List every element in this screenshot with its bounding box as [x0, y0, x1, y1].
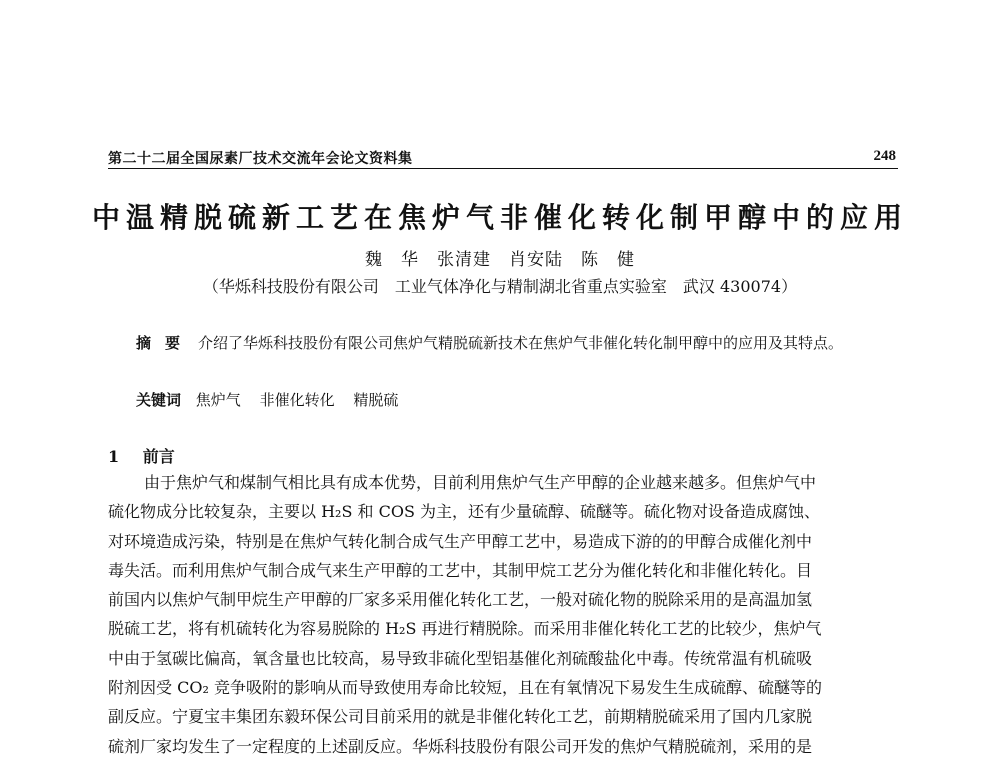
body-text: [108, 468, 900, 758]
body-line: 对环境造成污染，特别是在焦炉气转化制合成气生产甲醇工艺中，易造成下游的的甲醇合成催化剂中: [108, 531, 813, 551]
body-line: 硫化物成分比较复杂，主要以 H₂S 和 COS 为主，还有少量硫醇、硫醚等。硫化物对设备造成腐蚀、: [108, 502, 820, 522]
journal-title: 第二十二届全国尿素厂技术交流年会论文资料集: [108, 151, 413, 167]
section-heading: [108, 444, 175, 467]
author-list: 魏 华 张清建 肖安陆 陈 健: [365, 250, 635, 270]
body-line: 脱硫工艺，将有机硫转化为容易脱除的 H₂S 再进行精脱除。而采用非催化转化工艺的比较少，焦炉气: [108, 619, 822, 639]
keywords: [136, 388, 896, 412]
header-rule: [108, 168, 898, 169]
body-line: 前国内以焦炉气制甲烷生产甲醇的厂家多采用催化转化工艺，一般对硫化物的脱除采用的是高温加氢: [108, 590, 813, 610]
body-line: 由于焦炉气和煤制气相比具有成本优势，目前利用焦炉气生产甲醇的企业越来越多。但焦炉气中: [144, 473, 817, 492]
running-header: [108, 146, 900, 166]
page-number: 248: [873, 148, 896, 164]
body-line: 附剂因受 CO₂ 竞争吸附的影响从而导致使用寿命比较短，且在有氧情况下易发生生成硫醇、硫醚等的: [108, 678, 822, 698]
abstract-label: 摘要: [136, 334, 195, 352]
section-number: 1: [108, 447, 120, 466]
section-title: 前言: [142, 447, 175, 466]
body-line: 副反应。宁夏宝丰集团东毅环保公司目前采用的就是非催化转化工艺，前期精脱硫采用了国内几家脱: [108, 707, 813, 727]
body-line: 毒失活。而利用焦炉气制合成气来生产甲醇的工艺中，其制甲烷工艺分为催化转化和非催化转化。目: [108, 560, 813, 580]
keyword: 精脱硫: [353, 391, 399, 409]
keyword: 非催化转化: [259, 391, 335, 409]
paper-title: 中温精脱硫新工艺在焦炉气非催化转化制甲醇中的应用: [91, 201, 908, 234]
affiliation: （华烁科技股份有限公司 工业气体净化与精制湖北省重点实验室 武汉 430074）: [202, 277, 798, 296]
abstract: [108, 330, 900, 357]
keywords-label: 关键词: [136, 391, 182, 409]
body-line: 中由于氢碳比偏高，氧含量也比较高，易导致非硫化型铝基催化剂硫酸盐化中毒。传统常温有机硫吸: [108, 648, 813, 668]
abstract-text: 介绍了华烁科技股份有限公司焦炉气精脱硫新技术在焦炉气非催化转化制甲醇中的应用及其特点。: [198, 334, 844, 352]
body-line: 硫剂厂家均发生了一定程度的上述副反应。华烁科技股份有限公司开发的焦炉气精脱硫剂，采用的是: [108, 736, 813, 756]
keyword: 焦炉气: [195, 391, 241, 409]
